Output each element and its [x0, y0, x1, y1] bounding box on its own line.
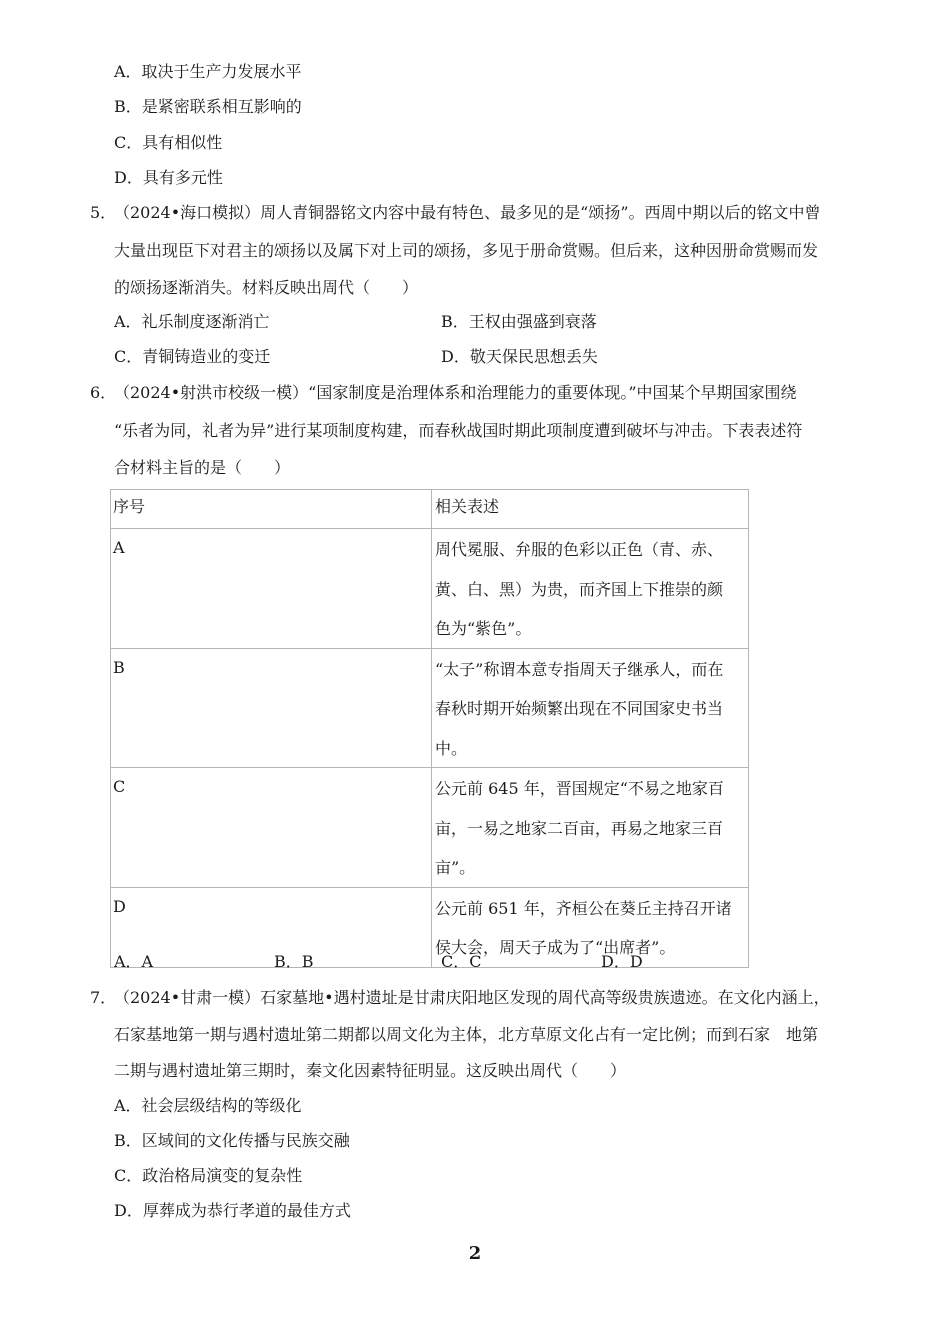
q5-number: 5． — [90, 203, 117, 222]
row-d-line2: 侯大会，周天子成为了“出席者”。 — [435, 938, 676, 957]
table-row-description — [432, 648, 749, 768]
table-row — [111, 529, 749, 649]
table-header-row — [111, 490, 749, 529]
q5-option-c: C．青铜铸造业的变迁 — [114, 347, 271, 366]
row-b-line3: 中。 — [435, 738, 468, 758]
table-row-label: D — [111, 887, 432, 967]
q6-number: 6． — [90, 383, 117, 402]
q7-option-c: C．政治格局演变的复杂性 — [114, 1166, 303, 1185]
q7-stem-line2: 石家基地第一期与遇村遗址第二期都以周文化为主体，北方草原文化占有一定比例；而到石家 地第 — [114, 1025, 819, 1044]
q7-stem-line3: 二期与遇村遗址第三期时，秦文化因素特征明显。这反映出周代（ ） — [114, 1061, 627, 1080]
row-c-line1: 公元前 645 年，晋国规定“不易之地家百 — [435, 779, 724, 798]
table-header-description: 相关表述 — [432, 490, 749, 529]
q6-option-a: A．A — [114, 952, 154, 971]
q6-option-b: B．B — [274, 952, 314, 971]
page-number: 2 — [468, 1243, 482, 1264]
table-row-label: C — [111, 768, 432, 888]
table-row — [111, 768, 749, 888]
q7-option-d: D．厚葬成为恭行孝道的最佳方式 — [114, 1201, 351, 1220]
row-a-line3: 色为“紫色”。 — [435, 619, 532, 638]
q4-option-b: B．是紧密联系相互影响的 — [114, 97, 302, 116]
row-a-line1: 周代冕服、弁服的色彩以正色（青、赤、 — [435, 540, 724, 559]
table-row-description — [432, 529, 749, 649]
table-row-label: A — [111, 529, 432, 649]
q4-option-a: A．取决于生产力发展水平 — [114, 62, 302, 81]
row-c-line2: 亩，一易之地家二百亩，再易之地家三百 — [435, 818, 724, 838]
q6-option-d: D．D — [601, 952, 643, 971]
table-header-index: 序号 — [111, 490, 432, 529]
table-row — [111, 648, 749, 768]
q4-option-d: D．具有多元性 — [114, 168, 223, 187]
q6-stem-line1: （2024•射洪市校级一模）“国家制度是治理体系和治理能力的重要体现。”中国某个早期国家围绕 — [114, 383, 797, 402]
q7-option-b: B．区域间的文化传播与民族交融 — [114, 1131, 350, 1150]
q5-option-a: A．礼乐制度逐渐消亡 — [114, 312, 270, 331]
q5-stem-line1: （2024•海口模拟）周人青铜器铭文内容中最有特色、最多见的是“颂扬”。西周中期以后的铭文中曾 — [114, 203, 821, 222]
q6-table — [110, 489, 749, 968]
q7-stem-line1: （2024•甘肃一模）石家墓地•遇村遗址是甘肃庆阳地区发现的周代高等级贵族遗迹。在文化内涵上， — [114, 988, 830, 1007]
q5-stem-line3: 的颂扬逐渐消失。材料反映出周代（ ） — [114, 278, 419, 297]
table-row-description — [432, 768, 749, 888]
row-c-line3: 亩”。 — [435, 858, 476, 877]
q5-option-d: D．敬天保民思想丢失 — [441, 347, 598, 366]
row-a-line2: 黄、白、黑）为贵，而齐国上下推崇的颜 — [435, 579, 724, 599]
table-row — [111, 887, 749, 967]
q6-stem-line3: 合材料主旨的是（ ） — [114, 458, 291, 477]
q5-option-b: B．王权由强盛到衰落 — [441, 312, 597, 331]
q6-stem-line2: “乐者为同，礼者为异”进行某项制度构建，而春秋战国时期此项制度遭到破坏与冲击。下表表述符 — [114, 421, 803, 440]
q7-option-a: A．社会层级结构的等级化 — [114, 1096, 302, 1115]
q5-stem-line2: 大量出现臣下对君主的颂扬以及属下对上司的颂扬，多见于册命赏赐。但后来，这种因册命赏赐而发 — [114, 241, 819, 260]
table-row-label: B — [111, 648, 432, 768]
q6-option-c: C．C — [441, 952, 482, 971]
row-b-line1: “太子”称谓本意专指周天子继承人，而在 — [435, 659, 724, 679]
q7-number: 7． — [90, 988, 117, 1007]
row-d-line1: 公元前 651 年，齐桓公在葵丘主持召开诸 — [435, 898, 732, 918]
row-b-line2: 春秋时期开始频繁出现在不同国家史书当 — [435, 699, 724, 718]
q4-option-c: C．具有相似性 — [114, 133, 223, 152]
